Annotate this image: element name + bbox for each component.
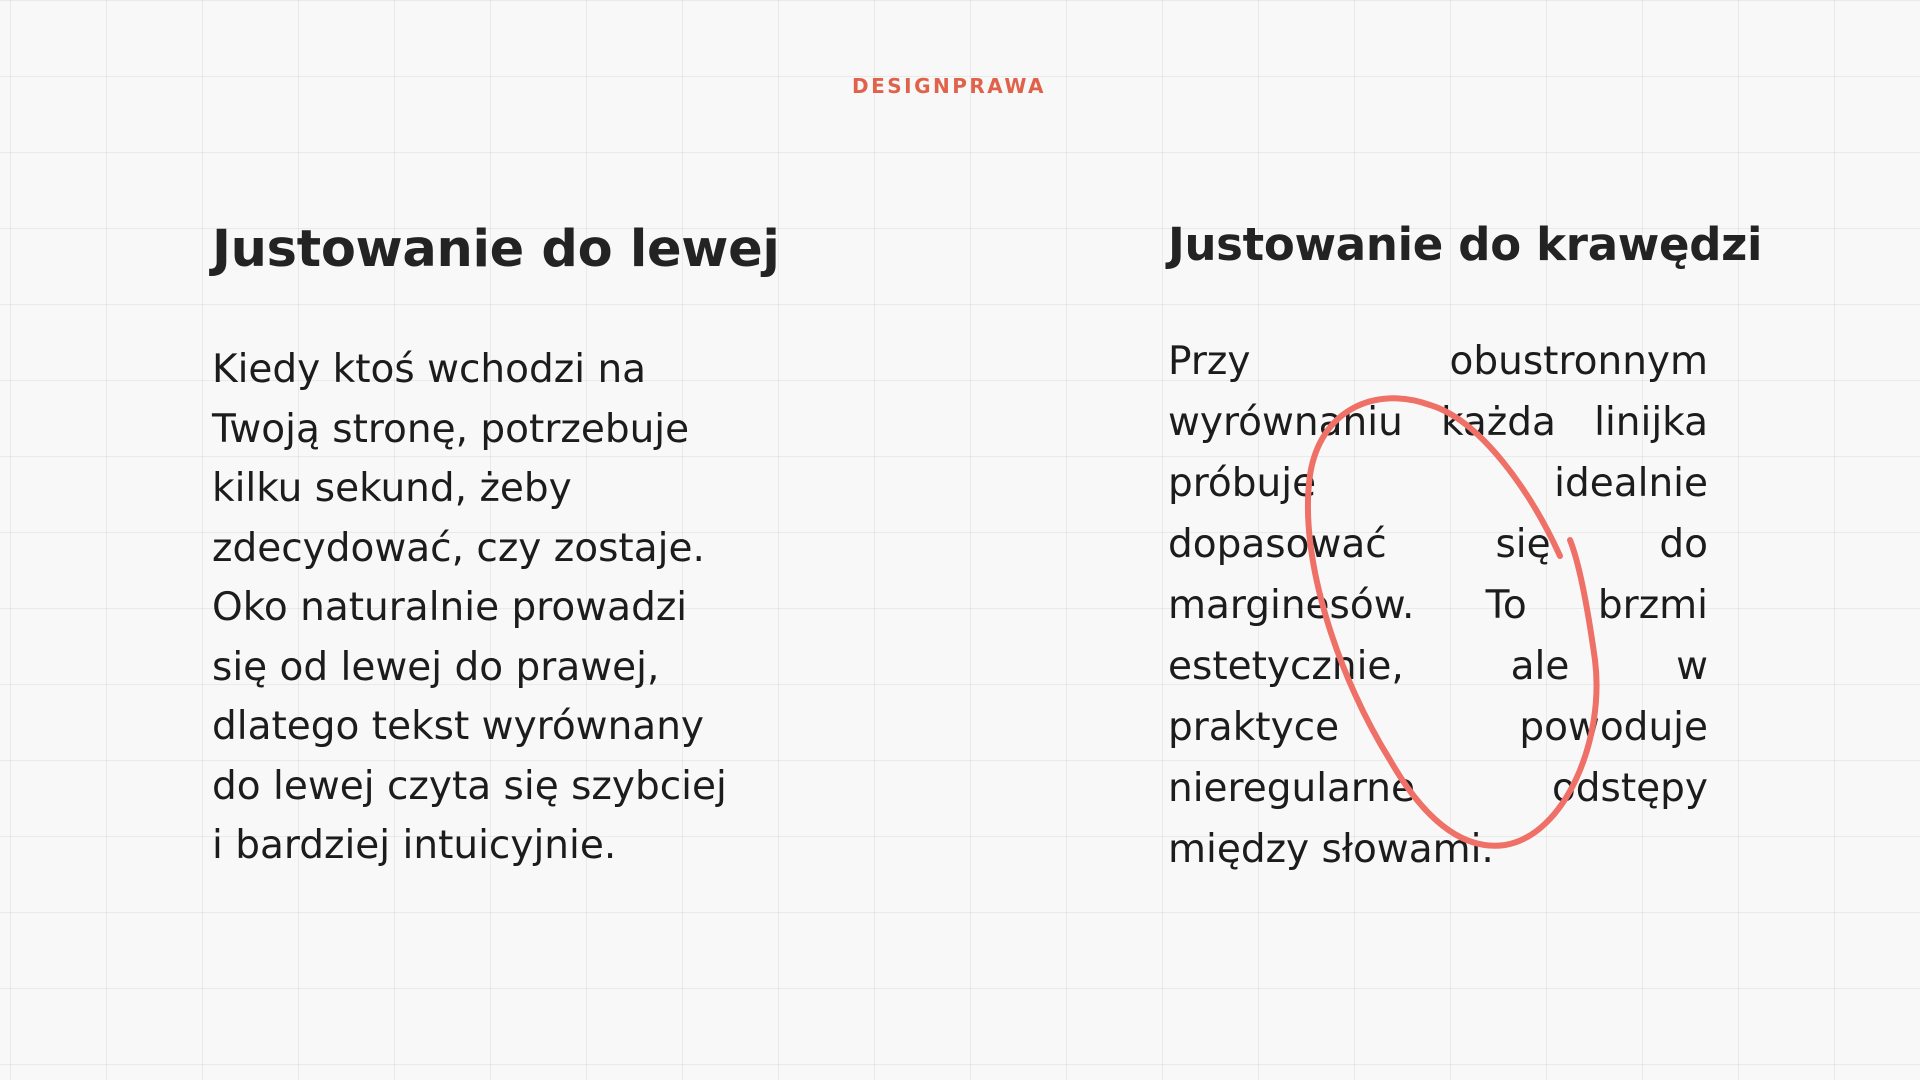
left-aligned-column (212, 210, 780, 876)
word: się (1495, 522, 1551, 567)
justified-line (1168, 331, 1708, 392)
justified-line (1168, 636, 1708, 697)
word: każda (1441, 400, 1556, 445)
word: marginesów. (1168, 583, 1415, 628)
word: słowami. (1321, 827, 1494, 872)
word: estetycznie, (1168, 644, 1404, 689)
word: obustronnym (1449, 339, 1708, 384)
word: ale (1510, 644, 1570, 689)
left-aligned-paragraph (212, 340, 752, 876)
paragraph-line: kilku sekund, żeby (212, 466, 572, 511)
left-aligned-heading: Justowanie do lewej (212, 220, 780, 279)
word: linijka (1594, 400, 1708, 445)
justified-line (1168, 514, 1708, 575)
word: odstępy (1551, 766, 1708, 811)
paragraph-line: zdecydować, czy zostaje. (212, 525, 705, 571)
paragraph-line: dlatego tekst wyrównany (212, 704, 704, 749)
brand-label: DESIGNPRAWA (851, 74, 1047, 98)
word: powoduje (1519, 705, 1708, 750)
word: nieregularne (1168, 766, 1415, 811)
word: wyrównaniu (1168, 400, 1403, 445)
paragraph-line: Oko naturalnie prowadzi (212, 585, 688, 630)
justified-line (1168, 575, 1708, 636)
paragraph-line: i bardziej intuicyjnie. (212, 823, 617, 868)
justified-line (1168, 453, 1708, 514)
word: w (1676, 644, 1708, 689)
word: praktyce (1168, 705, 1340, 750)
paragraph-line: do lewej czyta się szybciej (212, 763, 727, 809)
paragraph-line: Kiedy ktoś wchodzi na (212, 347, 647, 392)
justified-heading: Justowanie do krawędzi (1168, 218, 1763, 271)
word: To (1485, 583, 1527, 628)
paragraph-line: się od lewej do prawej, (212, 644, 660, 690)
justified-column (1168, 210, 1763, 880)
justified-paragraph (1168, 331, 1708, 880)
justified-line (1168, 392, 1708, 453)
word: idealnie (1554, 461, 1708, 506)
justified-line (1168, 819, 1708, 880)
word: próbuje (1168, 461, 1317, 506)
word: między (1168, 827, 1310, 872)
word: do (1659, 522, 1708, 567)
paragraph-line: Twoją stronę, potrzebuje (212, 406, 690, 452)
word: Przy (1168, 339, 1251, 384)
justified-line (1168, 697, 1708, 758)
word: brzmi (1597, 583, 1708, 628)
word: dopasować (1168, 522, 1387, 567)
justified-line (1168, 758, 1708, 819)
